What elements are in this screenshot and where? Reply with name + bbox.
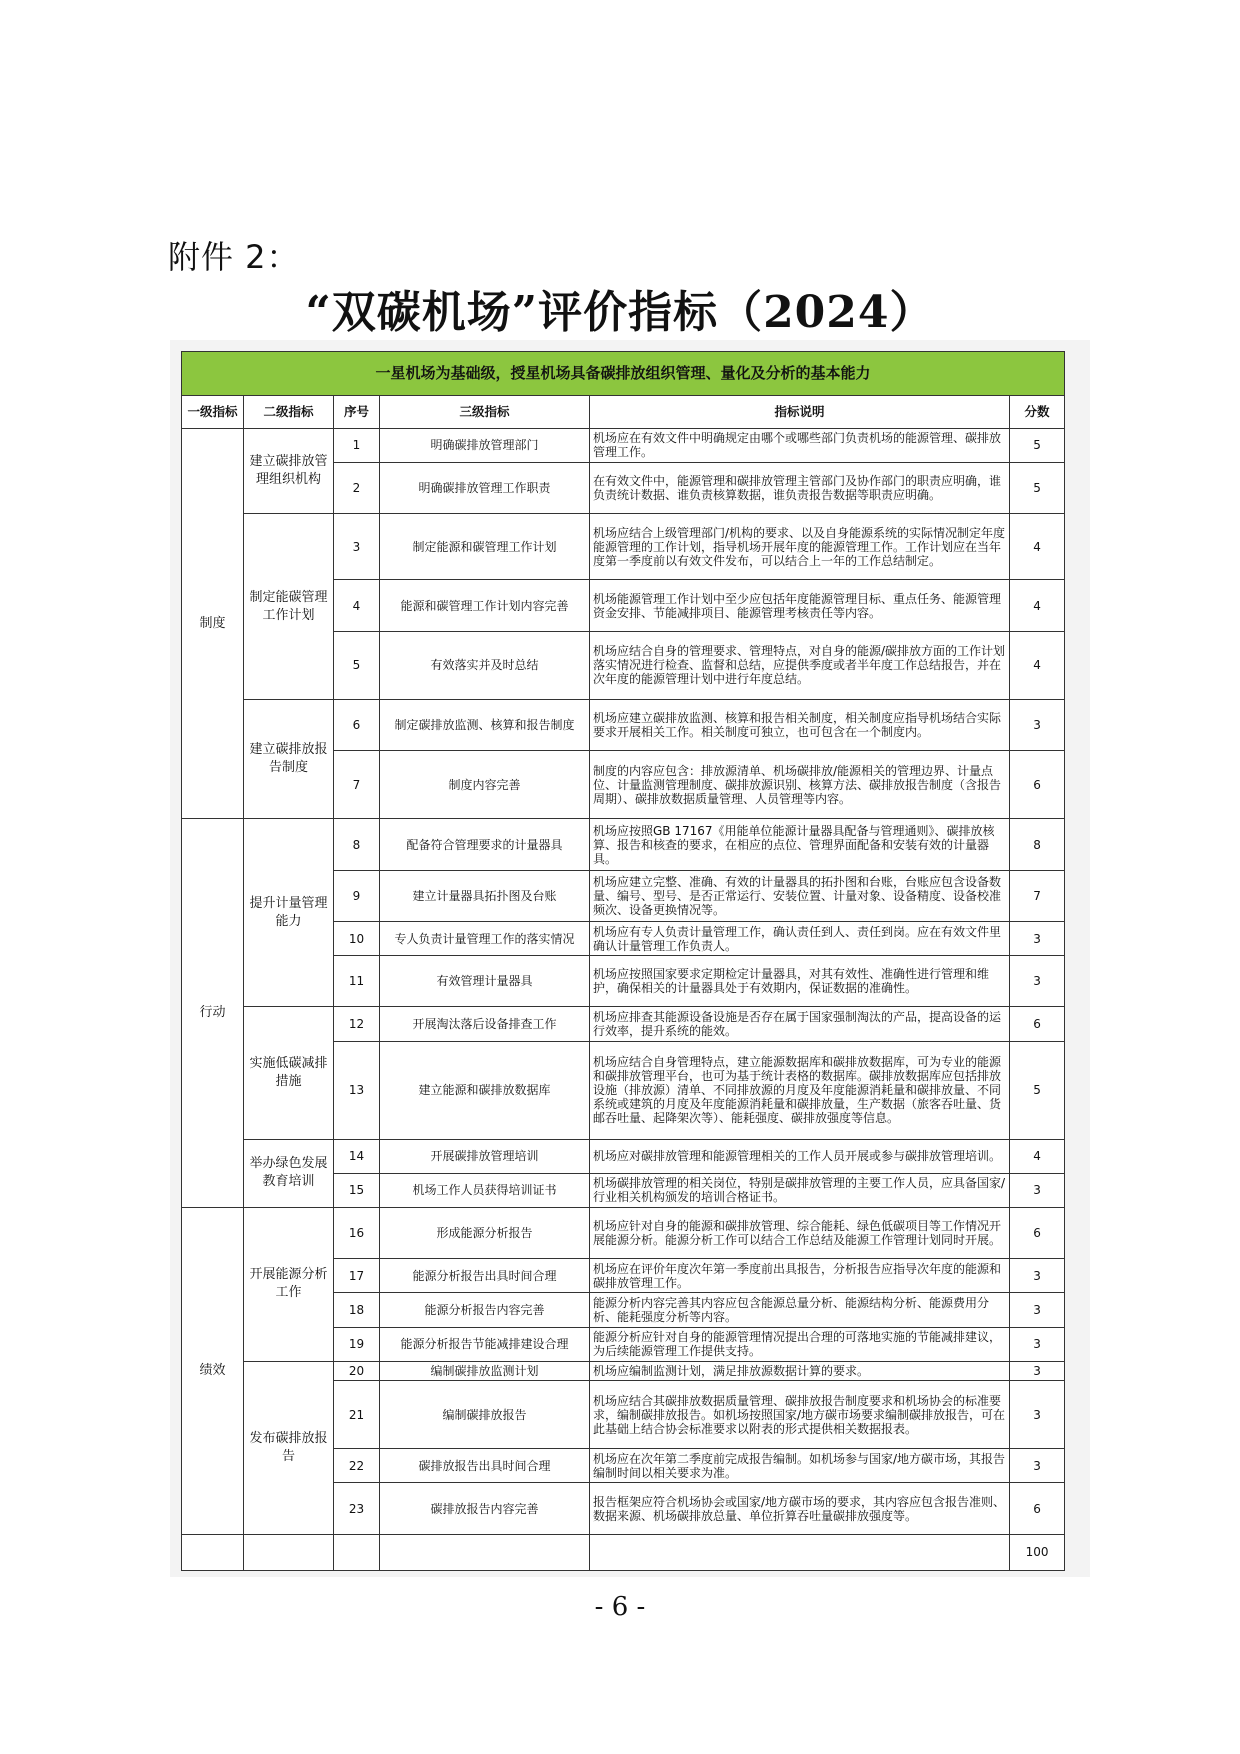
item-cell: 明确碳排放管理工作职责 bbox=[380, 462, 590, 513]
item-cell: 碳排放报告内容完善 bbox=[380, 1483, 590, 1534]
seq-cell: 7 bbox=[334, 751, 380, 819]
item-cell: 编制碳排放监测计划 bbox=[380, 1361, 590, 1380]
level1-zhidu: 制度 bbox=[182, 428, 244, 819]
seq-cell: 17 bbox=[334, 1259, 380, 1293]
seq-cell: 15 bbox=[334, 1173, 380, 1207]
desc-cell: 机场应按照国家要求定期检定计量器具，对其有效性、准确性进行管理和维护，确保相关的计量器具处于有效期内，保证数据的准确性。 bbox=[590, 956, 1010, 1007]
item-cell: 建立计量器具拓扑图及台账 bbox=[380, 870, 590, 921]
table-row bbox=[182, 1208, 1065, 1259]
score-cell: 5 bbox=[1010, 1041, 1065, 1139]
desc-cell: 机场应在评价年度次年第一季度前出具报告，分析报告应指导次年度的能源和碳排放管理工作。 bbox=[590, 1259, 1010, 1293]
item-cell: 明确碳排放管理部门 bbox=[380, 428, 590, 462]
score-cell: 5 bbox=[1010, 462, 1065, 513]
seq-cell: 22 bbox=[334, 1449, 380, 1483]
seq-cell: 18 bbox=[334, 1293, 380, 1327]
seq-cell: 12 bbox=[334, 1007, 380, 1041]
header-score: 分数 bbox=[1010, 395, 1065, 428]
item-cell: 配备符合管理要求的计量器具 bbox=[380, 819, 590, 870]
empty-cell bbox=[590, 1534, 1010, 1570]
table-row bbox=[182, 428, 1065, 462]
desc-cell: 制度的内容应包含：排放源清单、机场碳排放/能源相关的管理边界、计量点位、计量监测管理制度、碳排放源识别、核算方法、碳排放报告制度（含报告周期）、碳排放数据质量管理、人员管理等内容。 bbox=[590, 751, 1010, 819]
desc-cell: 机场能源管理工作计划中至少应包括年度能源管理目标、重点任务、能源管理资金安排、节能减排项目、能源管理考核责任等内容。 bbox=[590, 580, 1010, 631]
item-cell: 形成能源分析报告 bbox=[380, 1208, 590, 1259]
seq-cell: 4 bbox=[334, 580, 380, 631]
desc-cell: 机场应排查其能源设备设施是否存在属于国家强制淘汰的产品，提高设备的运行效率，提升系统的能效。 bbox=[590, 1007, 1010, 1041]
total-row bbox=[182, 1534, 1065, 1570]
seq-cell: 13 bbox=[334, 1041, 380, 1139]
score-cell: 4 bbox=[1010, 1139, 1065, 1173]
score-cell: 3 bbox=[1010, 956, 1065, 1007]
table-row bbox=[182, 1361, 1065, 1380]
desc-cell: 在有效文件中，能源管理和碳排放管理主管部门及协作部门的职责应明确，谁负责统计数据、谁负责核算数据，谁负责报告数据等职责应明确。 bbox=[590, 462, 1010, 513]
item-cell: 制定能源和碳管理工作计划 bbox=[380, 514, 590, 580]
seq-cell: 3 bbox=[334, 514, 380, 580]
level2-training: 举办绿色发展教育培训 bbox=[244, 1139, 334, 1207]
seq-cell: 1 bbox=[334, 428, 380, 462]
level2-lowcarbon: 实施低碳减排措施 bbox=[244, 1007, 334, 1139]
score-cell: 3 bbox=[1010, 1361, 1065, 1380]
total-score: 100 bbox=[1010, 1534, 1065, 1570]
score-cell: 6 bbox=[1010, 1483, 1065, 1534]
seq-cell: 11 bbox=[334, 956, 380, 1007]
score-cell: 3 bbox=[1010, 1259, 1065, 1293]
seq-cell: 10 bbox=[334, 921, 380, 955]
item-cell: 能源分析报告出具时间合理 bbox=[380, 1259, 590, 1293]
score-cell: 6 bbox=[1010, 1208, 1065, 1259]
desc-cell: 机场应有专人负责计量管理工作，确认责任到人、责任到岗。应在有效文件里确认计量管理工作负责人。 bbox=[590, 921, 1010, 955]
desc-cell: 机场应在有效文件中明确规定由哪个或哪些部门负责机场的能源管理、碳排放管理工作。 bbox=[590, 428, 1010, 462]
table-row bbox=[182, 819, 1065, 870]
empty-cell bbox=[244, 1534, 334, 1570]
item-cell: 编制碳排放报告 bbox=[380, 1380, 590, 1448]
score-cell: 4 bbox=[1010, 631, 1065, 699]
header-level1: 一级指标 bbox=[182, 395, 244, 428]
header-desc: 指标说明 bbox=[590, 395, 1010, 428]
desc-cell: 机场应在次年第二季度前完成报告编制。如机场参与国家/地方碳市场，其报告编制时间以相关要求为准。 bbox=[590, 1449, 1010, 1483]
desc-cell: 机场碳排放管理的相关岗位，特别是碳排放管理的主要工作人员，应具备国家/行业相关机构颁发的培训合格证书。 bbox=[590, 1173, 1010, 1207]
desc-cell: 机场应结合自身的管理要求、管理特点，对自身的能源/碳排放方面的工作计划落实情况进行检查、监督和总结，应提供季度或者半年度工作总结报告，并在次年度的能源管理计划中进行年度总结。 bbox=[590, 631, 1010, 699]
level1-xingdong: 行动 bbox=[182, 819, 244, 1208]
desc-cell: 报告框架应符合机场协会或国家/地方碳市场的要求，其内容应包含报告准则、数据来源、机场碳排放总量、单位折算吞吐量碳排放强度等。 bbox=[590, 1483, 1010, 1534]
seq-cell: 21 bbox=[334, 1380, 380, 1448]
score-cell: 3 bbox=[1010, 1173, 1065, 1207]
page-title: “双碳机场”评价指标（2024） bbox=[305, 287, 935, 338]
level2-plan: 制定能碳管理工作计划 bbox=[244, 514, 334, 700]
seq-cell: 2 bbox=[334, 462, 380, 513]
item-cell: 制定碳排放监测、核算和报告制度 bbox=[380, 699, 590, 750]
item-cell: 能源和碳管理工作计划内容完善 bbox=[380, 580, 590, 631]
page-number: - 6 - bbox=[594, 1592, 646, 1622]
seq-cell: 23 bbox=[334, 1483, 380, 1534]
score-cell: 4 bbox=[1010, 580, 1065, 631]
seq-cell: 5 bbox=[334, 631, 380, 699]
table-row bbox=[182, 1139, 1065, 1173]
level2-energy-analysis: 开展能源分析工作 bbox=[244, 1208, 334, 1362]
seq-cell: 19 bbox=[334, 1327, 380, 1361]
score-cell: 3 bbox=[1010, 1327, 1065, 1361]
desc-cell: 能源分析应针对自身的能源管理情况提出合理的可落地实施的节能减排建议，为后续能源管理工作提供支持。 bbox=[590, 1327, 1010, 1361]
level2-carbon-report: 发布碳排放报告 bbox=[244, 1361, 334, 1534]
level2-org: 建立碳排放管理组织机构 bbox=[244, 428, 334, 513]
score-cell: 4 bbox=[1010, 514, 1065, 580]
item-cell: 制度内容完善 bbox=[380, 751, 590, 819]
seq-cell: 8 bbox=[334, 819, 380, 870]
empty-cell bbox=[182, 1534, 244, 1570]
item-cell: 开展碳排放管理培训 bbox=[380, 1139, 590, 1173]
score-cell: 3 bbox=[1010, 1449, 1065, 1483]
table-banner: 一星机场为基础级，授星机场具备碳排放组织管理、量化及分析的基本能力 bbox=[182, 352, 1065, 396]
level2-metering: 提升计量管理能力 bbox=[244, 819, 334, 1007]
item-cell: 有效落实并及时总结 bbox=[380, 631, 590, 699]
item-cell: 碳排放报告出具时间合理 bbox=[380, 1449, 590, 1483]
item-cell: 开展淘汰落后设备排查工作 bbox=[380, 1007, 590, 1041]
seq-cell: 6 bbox=[334, 699, 380, 750]
score-cell: 8 bbox=[1010, 819, 1065, 870]
desc-cell: 机场应针对自身的能源和碳排放管理、综合能耗、绿色低碳项目等工作情况开展能源分析。能源分析工作可以结合工作总结及能源工作管理计划同时开展。 bbox=[590, 1208, 1010, 1259]
table-row bbox=[182, 699, 1065, 750]
desc-cell: 机场应对碳排放管理和能源管理相关的工作人员开展或参与碳排放管理培训。 bbox=[590, 1139, 1010, 1173]
desc-cell: 机场应结合其碳排放数据质量管理、碳排放报告制度要求和机场协会的标准要求，编制碳排放报告。如机场按照国家/地方碳市场要求编制碳排放报告，可在此基础上结合协会标准要求以附表的形式提供相关数据报表。 bbox=[590, 1380, 1010, 1448]
header-seq: 序号 bbox=[334, 395, 380, 428]
attachment-label: 附件 2： bbox=[168, 238, 300, 276]
desc-cell: 机场应建立完整、准确、有效的计量器具的拓扑图和台账，台账应包含设备数量、编号、型号、是否正常运行、安装位置、计量对象、设备精度、设备校准频次、设备更换情况等。 bbox=[590, 870, 1010, 921]
item-cell: 专人负责计量管理工作的落实情况 bbox=[380, 921, 590, 955]
empty-cell bbox=[334, 1534, 380, 1570]
score-cell: 5 bbox=[1010, 428, 1065, 462]
score-cell: 3 bbox=[1010, 921, 1065, 955]
item-cell: 有效管理计量器具 bbox=[380, 956, 590, 1007]
item-cell: 机场工作人员获得培训证书 bbox=[380, 1173, 590, 1207]
seq-cell: 14 bbox=[334, 1139, 380, 1173]
header-level2: 二级指标 bbox=[244, 395, 334, 428]
desc-cell: 机场应编制监测计划，满足排放源数据计算的要求。 bbox=[590, 1361, 1010, 1380]
score-cell: 6 bbox=[1010, 751, 1065, 819]
item-cell: 建立能源和碳排放数据库 bbox=[380, 1041, 590, 1139]
level1-jixiao: 绩效 bbox=[182, 1208, 244, 1535]
item-cell: 能源分析报告节能减排建设合理 bbox=[380, 1327, 590, 1361]
seq-cell: 20 bbox=[334, 1361, 380, 1380]
score-cell: 3 bbox=[1010, 1380, 1065, 1448]
desc-cell: 能源分析内容完善其内容应包含能源总量分析、能源结构分析、能源费用分析、能耗强度分析等内容。 bbox=[590, 1293, 1010, 1327]
score-cell: 6 bbox=[1010, 1007, 1065, 1041]
seq-cell: 9 bbox=[334, 870, 380, 921]
empty-cell bbox=[380, 1534, 590, 1570]
header-level3: 三级指标 bbox=[380, 395, 590, 428]
level2-report-system: 建立碳排放报告制度 bbox=[244, 699, 334, 819]
indicator-table bbox=[181, 351, 1065, 1571]
desc-cell: 机场应建立碳排放监测、核算和报告相关制度，相关制度应指导机场结合实际要求开展相关工作。相关制度可独立，也可包含在一个制度内。 bbox=[590, 699, 1010, 750]
score-cell: 3 bbox=[1010, 1293, 1065, 1327]
score-cell: 7 bbox=[1010, 870, 1065, 921]
table-row bbox=[182, 1007, 1065, 1041]
table-row bbox=[182, 514, 1065, 580]
desc-cell: 机场应结合上级管理部门/机构的要求、以及自身能源系统的实际情况制定年度能源管理的工作计划，指导机场开展年度的能源管理工作。工作计划应在当年度第一季度前以有效文件发布，可以结合上一年的工作总结制定。 bbox=[590, 514, 1010, 580]
score-cell: 3 bbox=[1010, 699, 1065, 750]
desc-cell: 机场应按照GB 17167《用能单位能源计量器具配备与管理通则》、碳排放核算、报告和核查的要求，在相应的点位、管理界面配备和安装有效的计量器具。 bbox=[590, 819, 1010, 870]
item-cell: 能源分析报告内容完善 bbox=[380, 1293, 590, 1327]
desc-cell: 机场应结合自身管理特点，建立能源数据库和碳排放数据库，可为专业的能源和碳排放管理平台，也可为基于统计表格的数据库。碳排放数据库应包括排放设施（排放源）清单、不同排放源的月度及年度能源消耗量和碳排放量、不同系统或建筑的月度及年度能源消耗量和碳排放量，生产数据（旅客吞吐量、货邮吞吐量、起降架次等）、能耗强度、碳排放强度等信息。 bbox=[590, 1041, 1010, 1139]
seq-cell: 16 bbox=[334, 1208, 380, 1259]
